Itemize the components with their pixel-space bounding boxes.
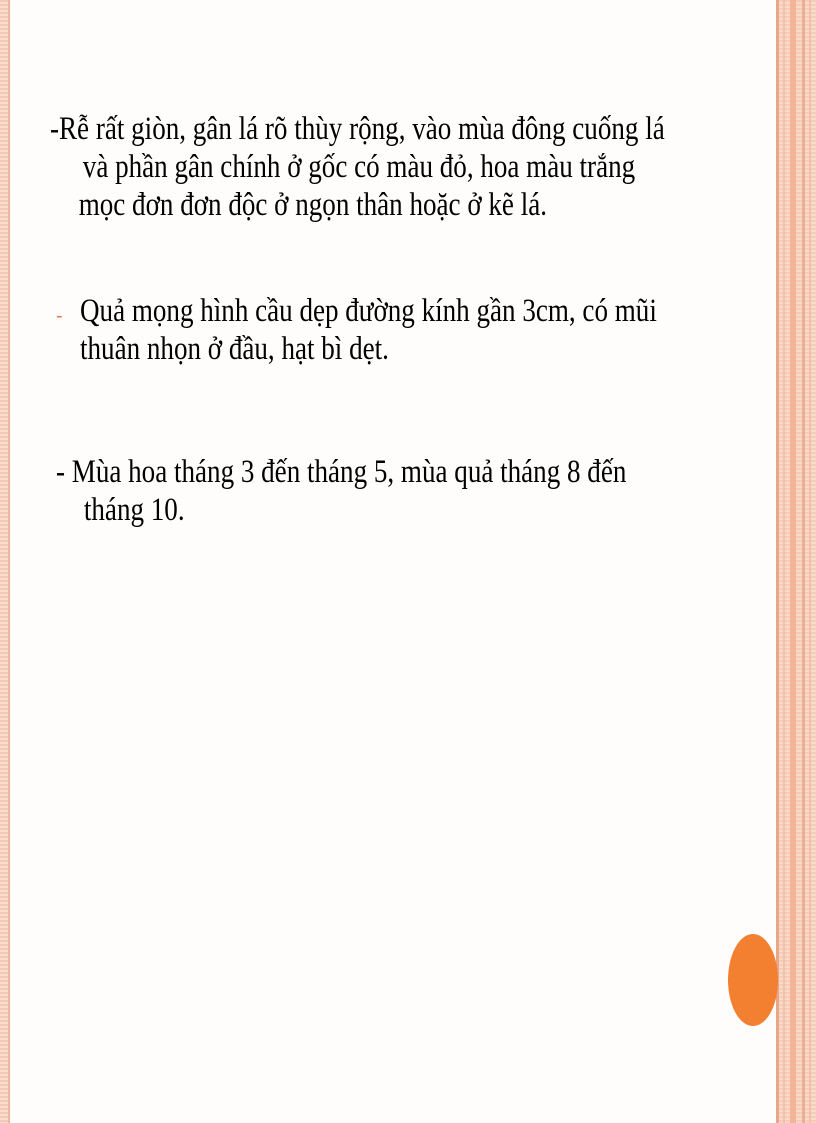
decorative-orange-oval	[728, 934, 778, 1026]
border-stripe	[809, 0, 811, 1123]
paragraph-line: tháng 10.	[83, 492, 185, 528]
right-decorative-border	[776, 0, 816, 1123]
paragraph-line: Quả mọng hình cầu dẹp đường kính gần 3cm, có mũi	[80, 293, 657, 329]
bullet-marker: -	[56, 305, 63, 327]
paragraph-line: thuân nhọn ở đầu, hạt bì dẹt.	[80, 331, 389, 367]
paragraph-line: -Rễ rất giòn, gân lá rõ thùy rộng, vào mùa đông cuống lá	[50, 111, 665, 147]
paragraph-line: và phần gân chính ở gốc có màu đỏ, hoa màu trắng	[82, 149, 636, 185]
left-border-rule	[0, 0, 10, 1123]
border-stripe	[802, 0, 805, 1123]
paragraph-roots-leaves	[50, 110, 780, 224]
paragraph-line: mọc đơn đơn độc ở ngọn thân hoặc ở kẽ lá.	[78, 187, 547, 223]
border-stripe	[783, 0, 785, 1123]
paragraph-fruit	[80, 292, 810, 368]
paragraph-seasons	[56, 453, 786, 529]
border-stripe	[790, 0, 796, 1123]
paragraph-line: - Mùa hoa tháng 3 đến tháng 5, mùa quả tháng 8 đến	[56, 454, 627, 490]
